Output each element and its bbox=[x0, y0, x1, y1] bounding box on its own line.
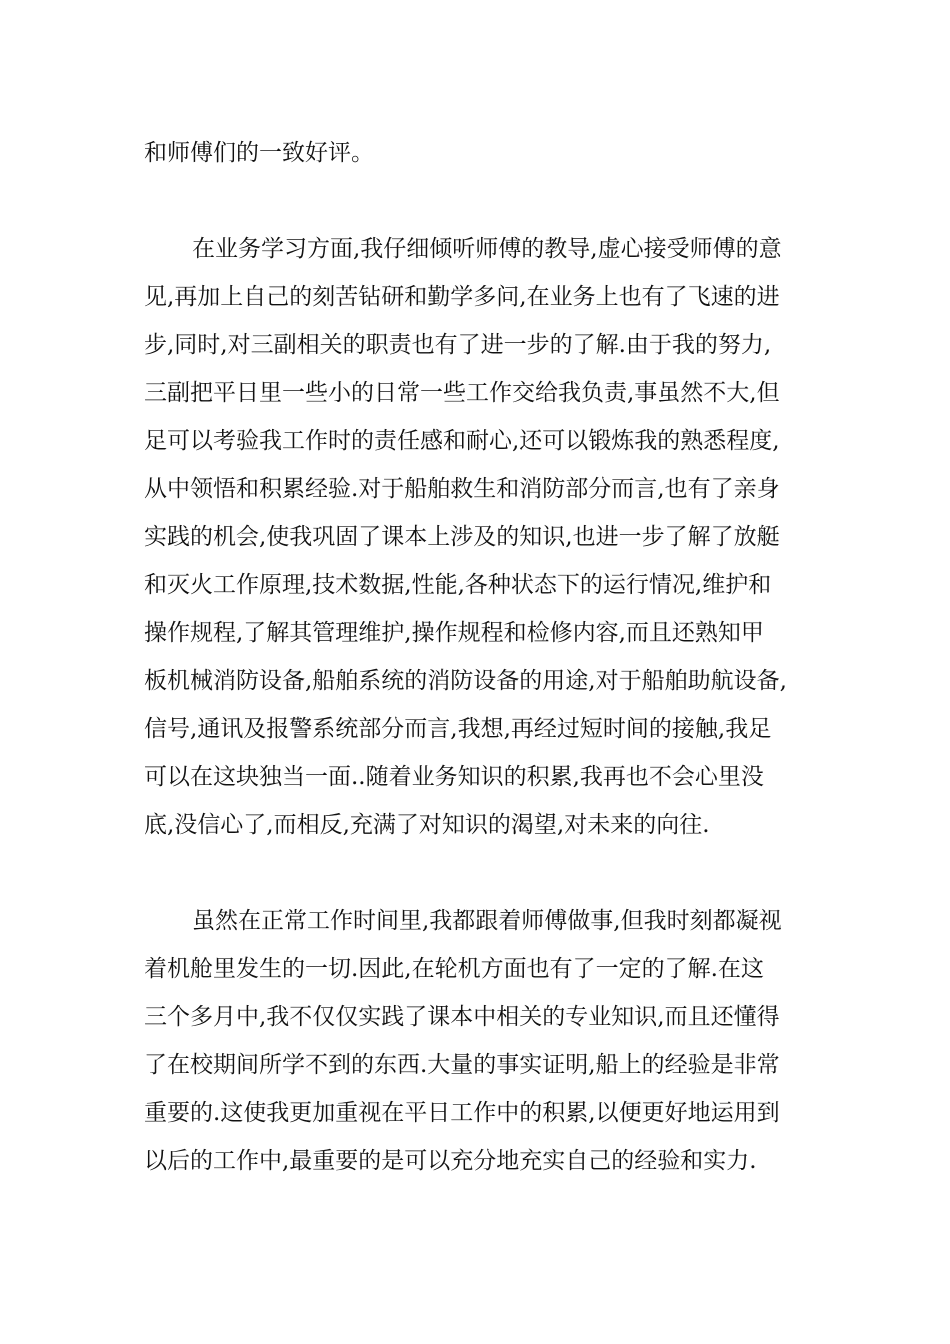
text-line: 三副把平日里一些小的日常一些工作交给我负责,事虽然不大,但 bbox=[144, 380, 780, 406]
text-line: 步,同时,对三副相关的职责也有了进一步的了解.由于我的努力, bbox=[144, 332, 772, 358]
text-line: 在业务学习方面,我仔细倾听师傅的教导,虚心接受师傅的意 bbox=[192, 236, 782, 262]
text-line: 和灭火工作原理,技术数据,性能,各种状态下的运行情况,维护和 bbox=[144, 572, 772, 598]
paragraph-3-line-6 bbox=[0, 1137, 950, 1185]
paragraph-2-line-11 bbox=[0, 705, 950, 753]
paragraph-2-line-13 bbox=[0, 801, 950, 849]
paragraph-3-line-4 bbox=[0, 1041, 950, 1089]
paragraph-3-line-2 bbox=[0, 945, 950, 993]
paragraph-2-line-12 bbox=[0, 753, 950, 801]
paragraph-2-line-9 bbox=[0, 609, 950, 657]
paragraph-2-line-2 bbox=[0, 273, 950, 321]
text-line: 三个多月中,我不仅仅实践了课本中相关的专业知识,而且还懂得 bbox=[144, 1004, 780, 1030]
text-line: 虽然在正常工作时间里,我都跟着师傅做事,但我时刻都凝视 bbox=[192, 908, 782, 934]
paragraph-2-line-10 bbox=[0, 657, 950, 705]
text-line: 实践的机会,使我巩固了课本上涉及的知识,也进一步了解了放艇 bbox=[144, 524, 780, 550]
text-line: 板机械消防设备,船舶系统的消防设备的用途,对于船舶助航设备, bbox=[144, 668, 787, 694]
text-line: 着机舱里发生的一切.因此,在轮机方面也有了一定的了解.在这 bbox=[144, 956, 764, 982]
paragraph-1-line-1 bbox=[0, 129, 950, 177]
text-line: 从中领悟和积累经验.对于船舶救生和消防部分而言,也有了亲身 bbox=[144, 476, 780, 502]
paragraph-2-line-6 bbox=[0, 465, 950, 513]
text-line: 可以在这块独当一面..随着业务知识的积累,我再也不会心里没 bbox=[144, 764, 764, 790]
paragraph-2-line-4 bbox=[0, 369, 950, 417]
paragraph-3-line-5 bbox=[0, 1089, 950, 1137]
paragraph-2-line-7 bbox=[0, 513, 950, 561]
text-line: 以后的工作中,最重要的是可以充分地充实自己的经验和实力. bbox=[144, 1148, 757, 1174]
paragraph-2-line-5 bbox=[0, 417, 950, 465]
paragraph-3-line-1 bbox=[0, 897, 950, 945]
paragraph-3-line-3 bbox=[0, 993, 950, 1041]
text-line: 见,再加上自己的刻苦钻研和勤学多问,在业务上也有了飞速的进 bbox=[144, 284, 780, 310]
text-line: 足可以考验我工作时的责任感和耐心,还可以锻炼我的熟悉程度, bbox=[144, 428, 780, 454]
text-line: 操作规程,了解其管理维护,操作规程和检修内容,而且还熟知甲 bbox=[144, 620, 764, 646]
text-line: 了在校期间所学不到的东西.大量的事实证明,船上的经验是非常 bbox=[144, 1052, 780, 1078]
text-line: 和师傅们的一致好评。 bbox=[144, 140, 374, 166]
paragraph-2-line-3 bbox=[0, 321, 950, 369]
text-line: 重要的.这使我更加重视在平日工作中的积累,以便更好地运用到 bbox=[144, 1100, 780, 1126]
paragraph-2-line-1 bbox=[0, 225, 950, 273]
text-line: 信号,通讯及报警系统部分而言,我想,再经过短时间的接触,我足 bbox=[144, 716, 772, 742]
text-line: 底,没信心了,而相反,充满了对知识的渴望,对未来的向往. bbox=[144, 812, 710, 838]
paragraph-2-line-8 bbox=[0, 561, 950, 609]
